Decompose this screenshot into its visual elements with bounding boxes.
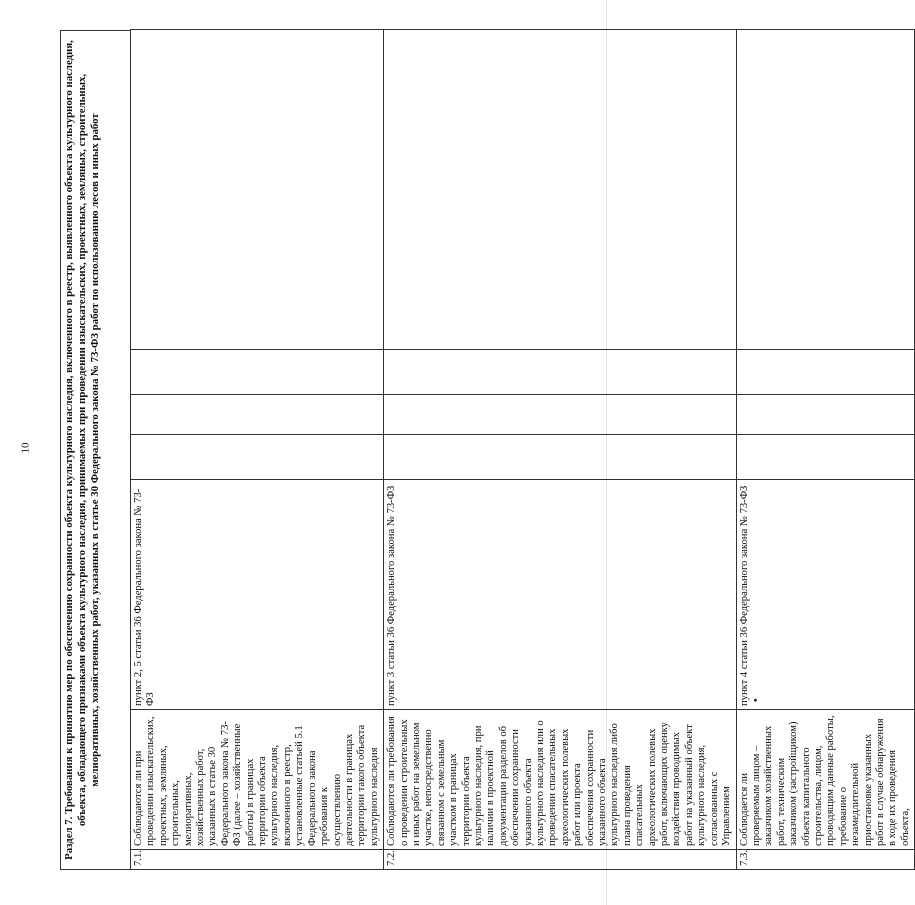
answer-na-cell: [384, 350, 736, 395]
row-number: 7.1.: [131, 850, 384, 870]
note-cell: [131, 30, 384, 350]
row-question-text: Соблюдается ли проверяемым лицом – заказчиком хозяйственных работ, техническим заказчиком (застройщиком) объекта капитального строительства, лицом, проводящим данные работы, требование о незамедлительной приостановке указанных работ в случае обнаружения в ходе их проведения объекта,: [738, 715, 911, 846]
section-heading: Раздел 7. Требования к принятию мер по обеспечению сохранности объекта культурного наследия, включенного в реестр, выявленного объекта культурного наследия, объекта, обладающего признаками объекта культурного наследия, принимаемых при проведении изыскательских, проектных, земляных, строительных, мелиоративных, хозяйственных работ, указанных в статье 30 Федерального закона № 73-ФЗ работ по использованию лесов и иных работ: [60, 30, 130, 870]
answer-na-cell: [131, 350, 384, 395]
row-reference: пункт 3 статьи 36 Федерального закона № 73-ФЗ: [384, 480, 736, 710]
answer-yes-cell: [384, 435, 736, 480]
answer-yes-cell: [131, 435, 384, 480]
row-reference: пункт 2, 5 статьи 36 Федерального закона № 73-ФЗ: [131, 480, 384, 710]
answer-yes-cell: [736, 435, 915, 480]
answer-no-cell: [736, 395, 915, 435]
note-cell: [384, 30, 736, 350]
page-number: 10: [19, 442, 32, 454]
checklist-table: [130, 29, 915, 870]
row-question: [736, 710, 915, 850]
note-cell: [736, 30, 915, 350]
row-number: 7.3.: [736, 850, 915, 870]
row-question: Соблюдаются ли при проведении изыскательских, проектных, земляных, строительных, мелиоративных, хозяйственных работ, указанных в статье 30 Федерального закона № 73-ФЗ (далее – хозяйственные работы) в границах территории объекта культурного наследия, включенного в реестр, установленные статьей 5.1 Федерального закона требования к осуществлению деятельности в границах территории такого объекта культурного наследия: [131, 710, 384, 850]
row-question: Соблюдаются ли требования о проведении строительных и иных работ на земельном участке, непосредственно связанном с земельным участком в границах территории объекта культурного наследия, при наличии в проектной документации разделов об обеспечении сохранности указанного объекта культурного наследия или о проведении спасательных археологических полевых работ или проекта обеспечения сохранности указанного объекта культурного наследия либо плана проведения спасательных археологических полевых работ, включающих оценку воздействия проводимых работ на указанный объект культурного наследия, согласованных с Управлением: [384, 710, 736, 850]
rotated-page-content: [60, 30, 911, 870]
bullet-mark: •: [750, 698, 762, 702]
row-reference: [736, 480, 915, 710]
answer-no-cell: [131, 395, 384, 435]
table-row: [131, 30, 384, 870]
answer-no-cell: [384, 395, 736, 435]
answer-na-cell: [736, 350, 915, 395]
table-row: [384, 30, 736, 870]
row-number: 7.2.: [384, 850, 736, 870]
row-reference-text: пункт 4 статьи 36 Федерального закона № 73-ФЗ: [738, 485, 750, 706]
table-row: [736, 30, 915, 870]
